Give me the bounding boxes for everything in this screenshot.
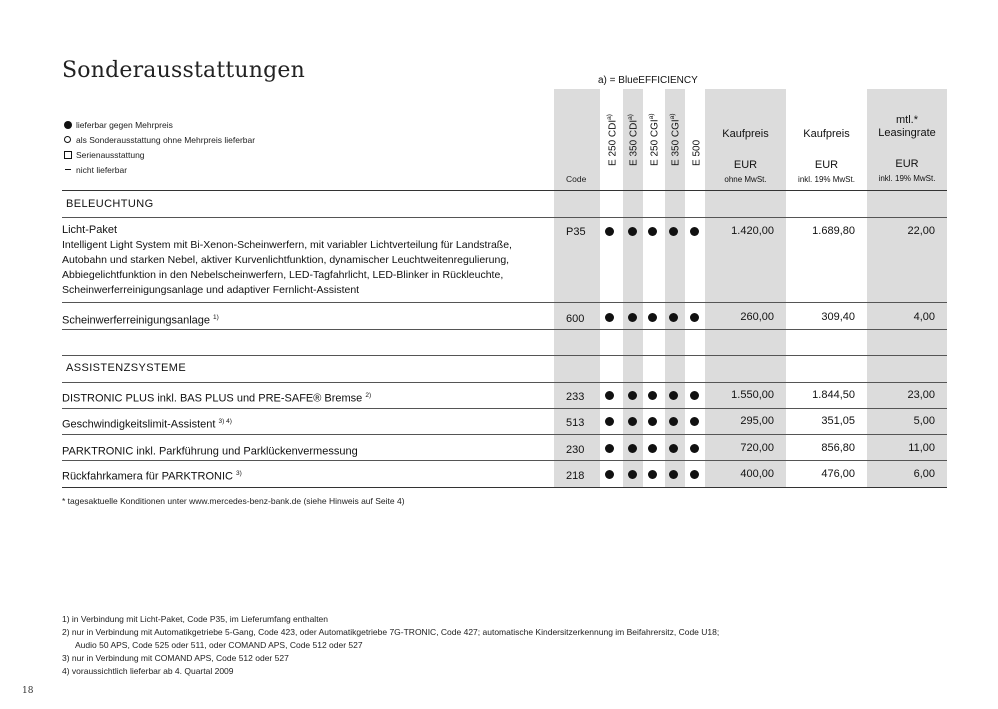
row-code: 600: [566, 313, 585, 325]
availability-dot: [648, 391, 657, 400]
page-title: Sonderausstattungen: [62, 58, 306, 83]
footnote: Audio 50 APS, Code 525 oder 511, oder COMAND APS, Code 512 oder 527: [75, 640, 363, 650]
table-row: Scheinwerferreinigungsanlage $^{1)}$: [62, 314, 219, 327]
availability-dot: [628, 470, 637, 479]
row-gross-price: 309,40: [821, 311, 855, 323]
dash-icon: [65, 169, 71, 170]
divider: [62, 217, 947, 218]
availability-dot: [628, 444, 637, 453]
divider: [62, 190, 947, 191]
divider: [62, 355, 947, 356]
legend: [62, 117, 255, 177]
availability-dot: [648, 313, 657, 322]
row-net-price: 1.550,00: [731, 389, 774, 401]
availability-dot: [690, 391, 699, 400]
filled-dot-icon: [64, 121, 72, 129]
footnote: 1) in Verbindung mit Licht-Paket, Code P35, im Lieferumfang enthalten: [62, 614, 329, 624]
table-row: DISTRONIC PLUS inkl. BAS PLUS und PRE-SAFE® Bremse $^{2)}$: [62, 392, 372, 405]
row-gross-price: 351,05: [821, 415, 855, 427]
availability-dot: [628, 391, 637, 400]
divider: [62, 487, 947, 488]
price-header-net: Kaufpreis EUR ohne MwSt.: [722, 128, 769, 184]
leasing-header: mtl.* Leasingrate EUR inkl. 19% MwSt.: [878, 114, 936, 183]
availability-dot: [628, 313, 637, 322]
availability-dot: [605, 313, 614, 322]
availability-dot: [669, 417, 678, 426]
availability-dot: [648, 417, 657, 426]
row-code: 218: [566, 470, 585, 482]
row-net-price: 1.420,00: [731, 225, 774, 237]
row-gross-price: 476,00: [821, 468, 855, 480]
section-title-lighting: BELEUCHTUNG: [66, 198, 154, 210]
model-header: E 350 CGI$^{a)}$: [669, 113, 682, 166]
availability-dot: [605, 470, 614, 479]
availability-dot: [669, 391, 678, 400]
footnote: 4) voraussichtlich lieferbar ab 4. Quartal 2009: [62, 666, 234, 676]
availability-dot: [690, 313, 699, 322]
row-gross-price: 1.844,50: [812, 389, 855, 401]
divider: [62, 382, 947, 383]
availability-dot: [690, 417, 699, 426]
divider: [62, 302, 947, 303]
row-net-price: 260,00: [740, 311, 774, 323]
legend-item: lieferbar gegen Mehrpreis: [62, 117, 255, 132]
footnote: 3) nur in Verbindung mit COMAND APS, Code 512 oder 527: [62, 653, 289, 663]
row-gross-price: 856,80: [821, 442, 855, 454]
availability-dot: [605, 444, 614, 453]
footnote: 2) nur in Verbindung mit Automatikgetriebe 5-Gang, Code 423, oder Automatikgetriebe 7G-TRONIC, Code 427; automatische Kindersitzerkennung im Beifahrersitz, Code U18;: [62, 627, 720, 637]
availability-dot: [690, 470, 699, 479]
row-net-price: 720,00: [740, 442, 774, 454]
code-header: Code: [566, 174, 587, 184]
ring-icon: [64, 136, 71, 143]
row-code: P35: [566, 226, 586, 238]
divider: [62, 434, 947, 435]
page-number: 18: [22, 686, 34, 696]
availability-dot: [605, 227, 614, 236]
table-row: Geschwindigkeitslimit-Assistent $^{3) 4)}$: [62, 418, 232, 431]
row-code: 233: [566, 391, 585, 403]
availability-dot: [648, 227, 657, 236]
row-leasing-rate: 5,00: [913, 415, 935, 427]
blue-efficiency-note: a) = BlueEFFICIENCY: [598, 75, 698, 86]
row-description: Intelligent Light System mit Bi-Xenon-Scheinwerfern, mit variabler Lichtverteilung für Landstraße, Autobahn und starken Nebel, aktiver Kurvenlichtfunktion, dynamischer Leuchtweitenregulierung, Abbiegelichtfunktion in den Nebelscheinwerfern, LED-Tagfahrlicht, LED-Blinker in Rückleuchte, Scheinwerferreinigungsanlage und adaptiver Fernlicht-Assistent: [62, 239, 512, 296]
row-leasing-rate: 4,00: [913, 311, 935, 323]
legend-item: Serienausstattung: [62, 147, 255, 162]
availability-dot: [669, 470, 678, 479]
row-leasing-rate: 23,00: [907, 389, 935, 401]
model-header: E 250 CDI$^{a)}$: [606, 114, 619, 166]
row-net-price: 295,00: [740, 415, 774, 427]
availability-dot: [669, 227, 678, 236]
model-header: E 350 CDI$^{a)}$: [627, 114, 640, 166]
model-header: E 500: [691, 139, 703, 166]
availability-dot: [690, 444, 699, 453]
section-title-assistance: ASSISTENZSYSTEME: [66, 362, 187, 374]
row-code: 230: [566, 444, 585, 456]
availability-dot: [605, 391, 614, 400]
price-header-gross: Kaufpreis EUR inkl. 19% MwSt.: [798, 128, 855, 184]
availability-dot: [628, 227, 637, 236]
availability-dot: [628, 417, 637, 426]
availability-dot: [648, 470, 657, 479]
row-gross-price: 1.689,80: [812, 225, 855, 237]
availability-dot: [605, 417, 614, 426]
legend-item: nicht lieferbar: [62, 162, 255, 177]
row-leasing-rate: 11,00: [908, 442, 935, 454]
table-row: PARKTRONIC inkl. Parkführung und Parklückenvermessung: [62, 445, 358, 458]
row-leasing-rate: 6,00: [913, 468, 935, 480]
availability-dot: [690, 227, 699, 236]
model-header: E 250 CGI$^{a)}$: [648, 113, 661, 166]
divider: [62, 329, 947, 330]
divider: [62, 460, 947, 461]
table-row: Rückfahrkamera für PARKTRONIC $^{3)}$: [62, 470, 242, 483]
square-icon: [64, 151, 72, 159]
availability-dot: [669, 444, 678, 453]
legend-item: als Sonderausstattung ohne Mehrpreis lieferbar: [62, 132, 255, 147]
table-row: Licht-Paket Intelligent Light System mit Bi-Xenon-Scheinwerfern, mit variabler Lichtverteilung für Landstraße, Autobahn und starken Nebel, aktiver Kurvenlichtfunktion, dynamischer Leuchtweitenregulierung, Abbiegelichtfunktion in den Nebelscheinwerfern, LED-Tagfahrlicht, LED-Blinker in Rückleuchte, Scheinwerferreinigungsanlage und adaptiver Fernlicht-Assistent: [62, 223, 542, 298]
divider: [62, 408, 947, 409]
availability-dot: [648, 444, 657, 453]
leasing-note: * tagesaktuelle Konditionen unter www.mercedes-benz-bank.de (siehe Hinweis auf Seite 4): [62, 496, 405, 506]
availability-dot: [669, 313, 678, 322]
row-code: 513: [566, 417, 585, 429]
row-net-price: 400,00: [740, 468, 774, 480]
row-leasing-rate: 22,00: [907, 225, 935, 237]
